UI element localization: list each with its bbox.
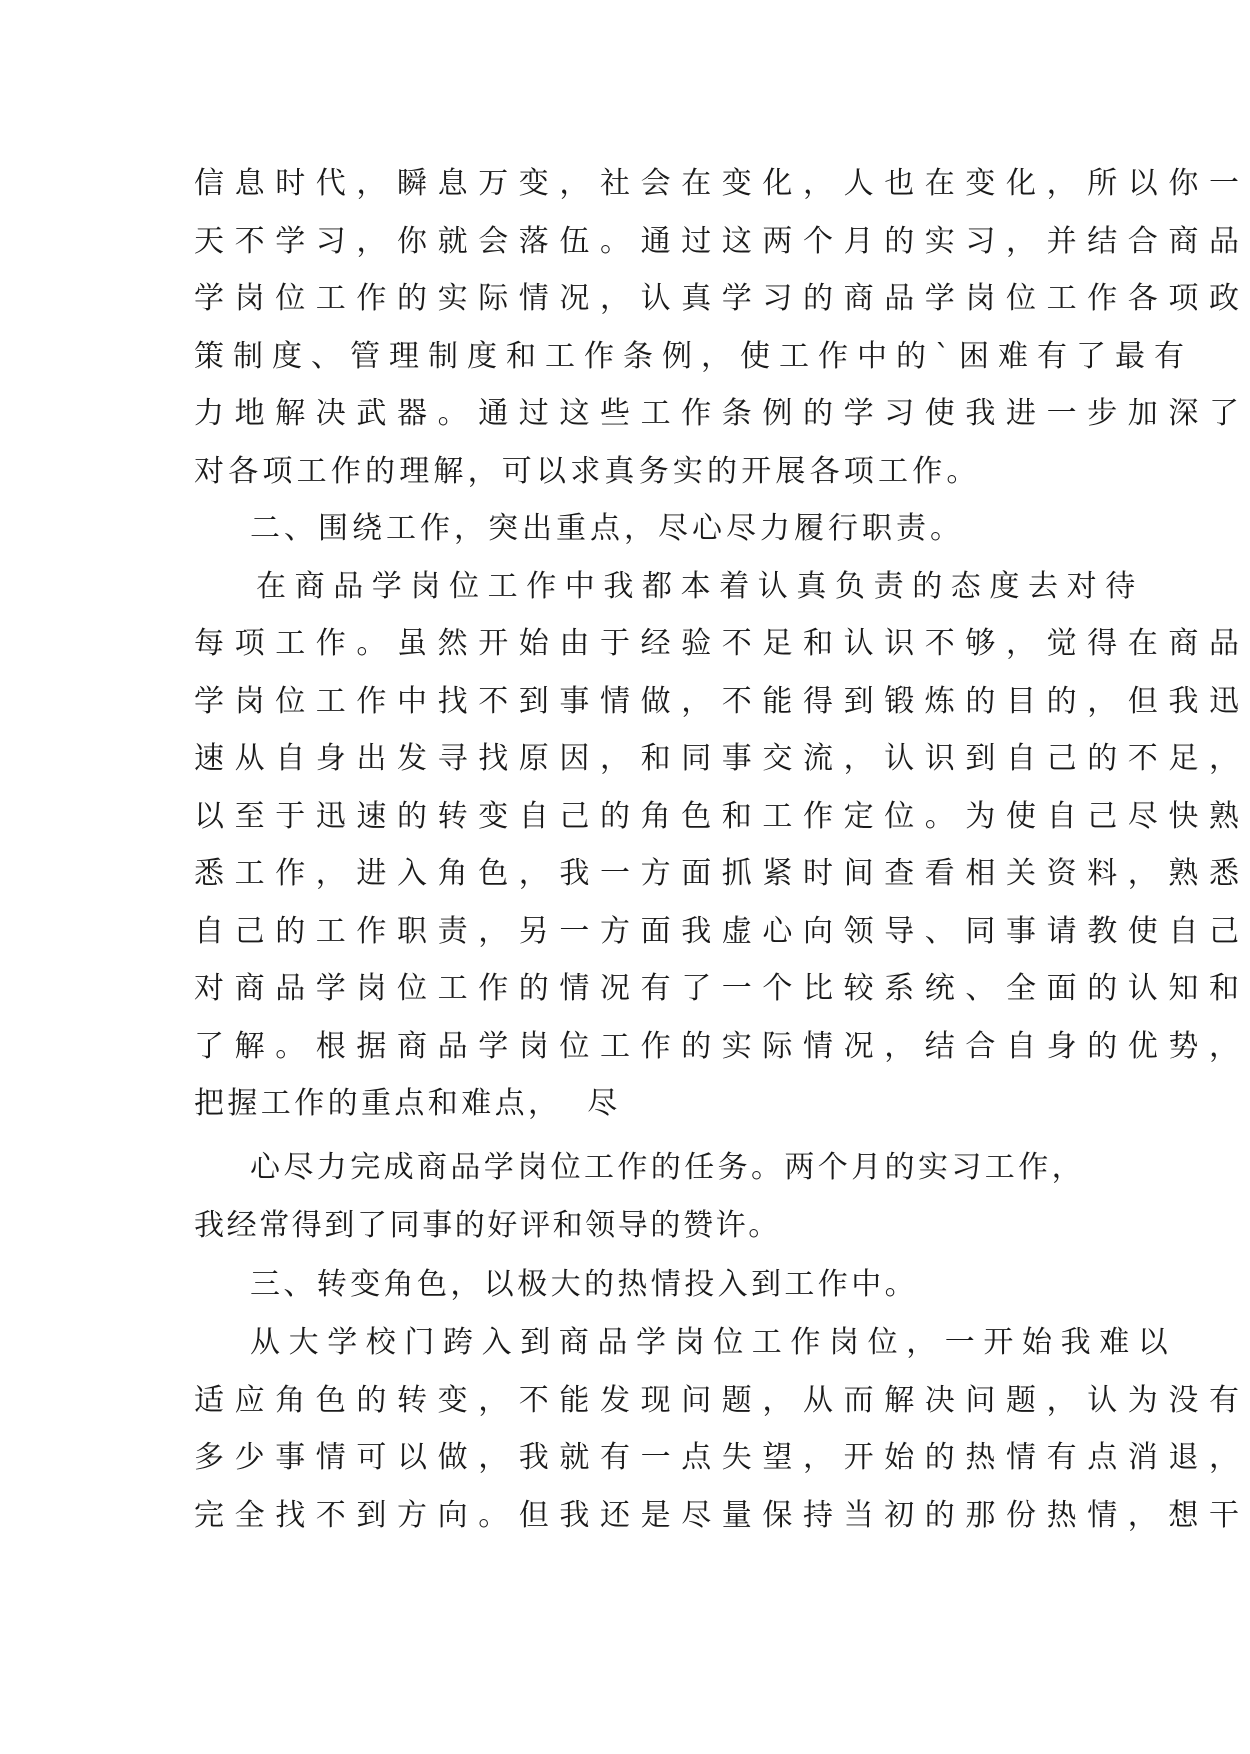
paragraph-line: 学岗位工作中找不到事情做，不能得到锻炼的目的，但我迅 bbox=[194, 684, 1250, 719]
paragraph-line: 在商品学岗位工作中我都本着认真负责的态度去对待 bbox=[256, 569, 1144, 604]
paragraph-line: 了解。根据商品学岗位工作的实际情况，结合自身的优势， bbox=[194, 1029, 1250, 1064]
paragraph-line: 完全找不到方向。但我还是尽量保持当初的那份热情，想干 bbox=[194, 1498, 1250, 1533]
paragraph-line: 从大学校门跨入到商品学岗位工作岗位，一开始我难以 bbox=[250, 1325, 1177, 1360]
paragraph-line: 心尽力完成商品学岗位工作的任务。两个月的实习工作， bbox=[250, 1150, 1085, 1185]
paragraph-line: 把握工作的重点和难点， 尽 bbox=[194, 1086, 621, 1121]
section-heading: 三、转变角色，以极大的热情投入到工作中。 bbox=[250, 1267, 918, 1302]
paragraph-line: 多少事情可以做，我就有一点失望，开始的热情有点消退， bbox=[194, 1440, 1250, 1475]
paragraph-line: 适应角色的转变，不能发现问题，从而解决问题，认为没有 bbox=[194, 1383, 1250, 1418]
paragraph-line: 天不学习，你就会落伍。通过这两个月的实习，并结合商品 bbox=[194, 224, 1250, 259]
paragraph-line: 学岗位工作的实际情况，认真学习的商品学岗位工作各项政 bbox=[194, 281, 1250, 316]
paragraph-line: 策制度、管理制度和工作条例，使工作中的`困难有了最有 bbox=[194, 339, 1193, 374]
paragraph-line: 信息时代，瞬息万变，社会在变化，人也在变化，所以你一 bbox=[194, 166, 1250, 201]
paragraph-line: 自己的工作职责，另一方面我虚心向领导、同事请教使自己 bbox=[194, 914, 1250, 949]
paragraph-line: 我经常得到了同事的好评和领导的赞许。 bbox=[194, 1208, 781, 1243]
paragraph-line: 以至于迅速的转变自己的角色和工作定位。为使自己尽快熟 bbox=[194, 799, 1250, 834]
section-heading: 二、围绕工作，突出重点，尽心尽力履行职责。 bbox=[250, 511, 964, 546]
paragraph-line: 每项工作。虽然开始由于经验不足和认识不够，觉得在商品 bbox=[194, 626, 1250, 661]
paragraph-line: 对各项工作的理解，可以求真务实的开展各项工作。 bbox=[194, 454, 981, 489]
paragraph-line: 力地解决武器。通过这些工作条例的学习使我进一步加深了 bbox=[194, 396, 1250, 431]
paragraph-line: 对商品学岗位工作的情况有了一个比较系统、全面的认知和 bbox=[194, 971, 1250, 1006]
paragraph-line: 速从自身出发寻找原因，和同事交流，认识到自己的不足， bbox=[194, 741, 1250, 776]
paragraph-line: 悉工作，进入角色，我一方面抓紧时间查看相关资料，熟悉 bbox=[194, 856, 1250, 891]
